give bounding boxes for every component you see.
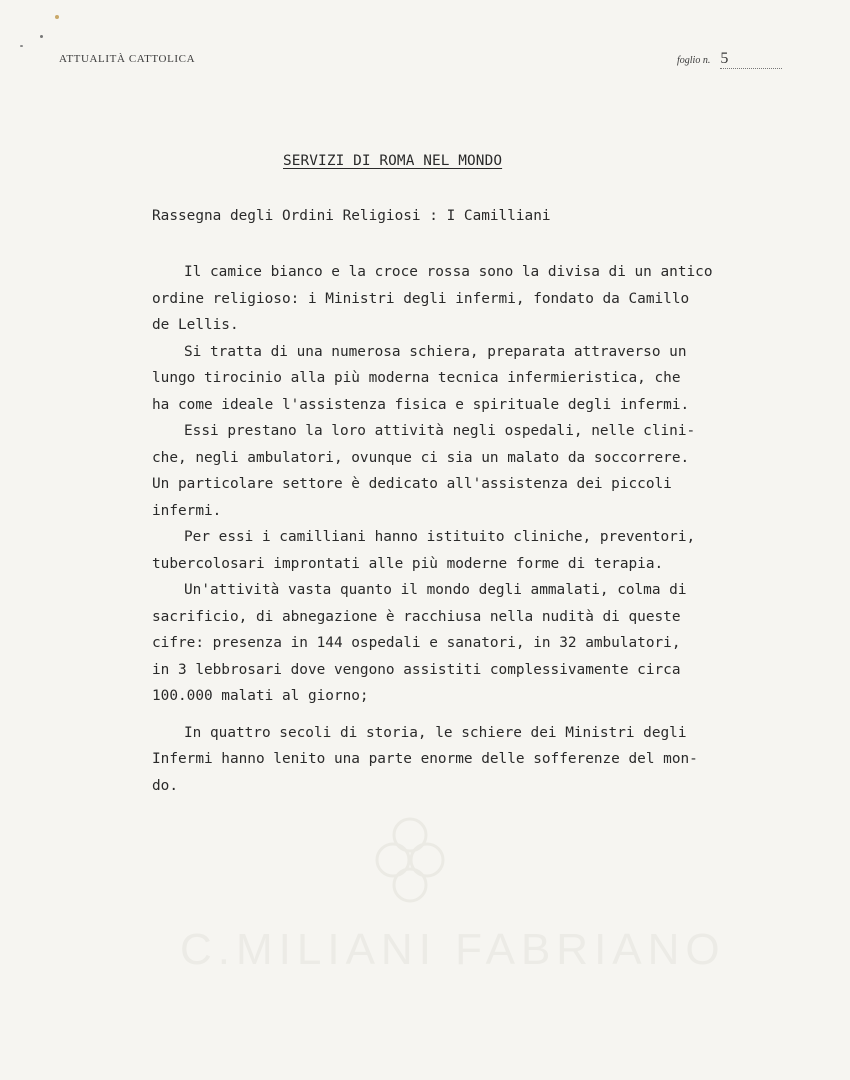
body-line: tubercolosari improntati alle più moderne forme di terapia. [152, 555, 664, 572]
sheet-label: foglio n. [677, 55, 711, 66]
body-line: che, negli ambulatori, ovunque ci sia un malato da soccorrere. [152, 449, 690, 466]
document-title: SERVIZI DI ROMA NEL MONDO [283, 153, 503, 169]
ink-speck [20, 45, 23, 47]
masthead: ATTUALITÀ CATTOLICA [59, 53, 196, 65]
body-line: 100.000 malati al giorno; [152, 688, 369, 704]
body-line: infermi. [152, 502, 222, 519]
body-line: Un'attività vasta quanto il mondo degli ammalati, colma di [184, 582, 687, 598]
body-line: Infermi hanno lenito una parte enorme delle sofferenze del mon- [152, 751, 698, 767]
ink-speck [55, 15, 59, 19]
body-line: lungo tirocinio alla più moderna tecnica infermieristica, che [152, 370, 681, 386]
body-line: in 3 lebbrosari dove vengono assistiti complessivamente circa [152, 661, 681, 678]
body-line: ha come ideale l'assistenza fisica e spirituale degli infermi. [152, 396, 690, 413]
document-body [152, 259, 812, 799]
body-line: sacrificio, di abnegazione è racchiusa nella nudità di queste [152, 608, 681, 625]
body-line: de Lellis. [152, 317, 239, 333]
body-line: Il camice bianco e la croce rossa sono la divisa di un antico [184, 264, 713, 280]
body-line: cifre: presenza in 144 ospedali e sanatori, in 32 ambulatori, [152, 635, 681, 651]
ink-speck [40, 35, 43, 38]
sheet-number-block [677, 50, 782, 69]
body-line: do. [152, 777, 178, 794]
watermark-text: C.MILIANI FABRIANO [180, 925, 726, 974]
body-line: ordine religioso: i Ministri degli infermi, fondato da Camillo [152, 290, 690, 307]
document-subtitle: Rassegna degli Ordini Religiosi : I Camilliani [152, 208, 551, 224]
sheet-number: 5 [720, 50, 782, 69]
paragraph-gap [152, 710, 812, 720]
body-line: Per essi i camilliani hanno istituito cliniche, preventori, [184, 529, 696, 545]
body-line: In quattro secoli di storia, le schiere dei Ministri degli [184, 724, 687, 741]
watermark-logo-icon [365, 805, 455, 915]
body-line: Essi prestano la loro attività negli ospedali, nelle clini- [184, 423, 696, 439]
body-line: Si tratta di una numerosa schiera, preparata attraverso un [184, 343, 687, 360]
body-line: Un particolare settore è dedicato all'assistenza dei piccoli [152, 476, 672, 492]
